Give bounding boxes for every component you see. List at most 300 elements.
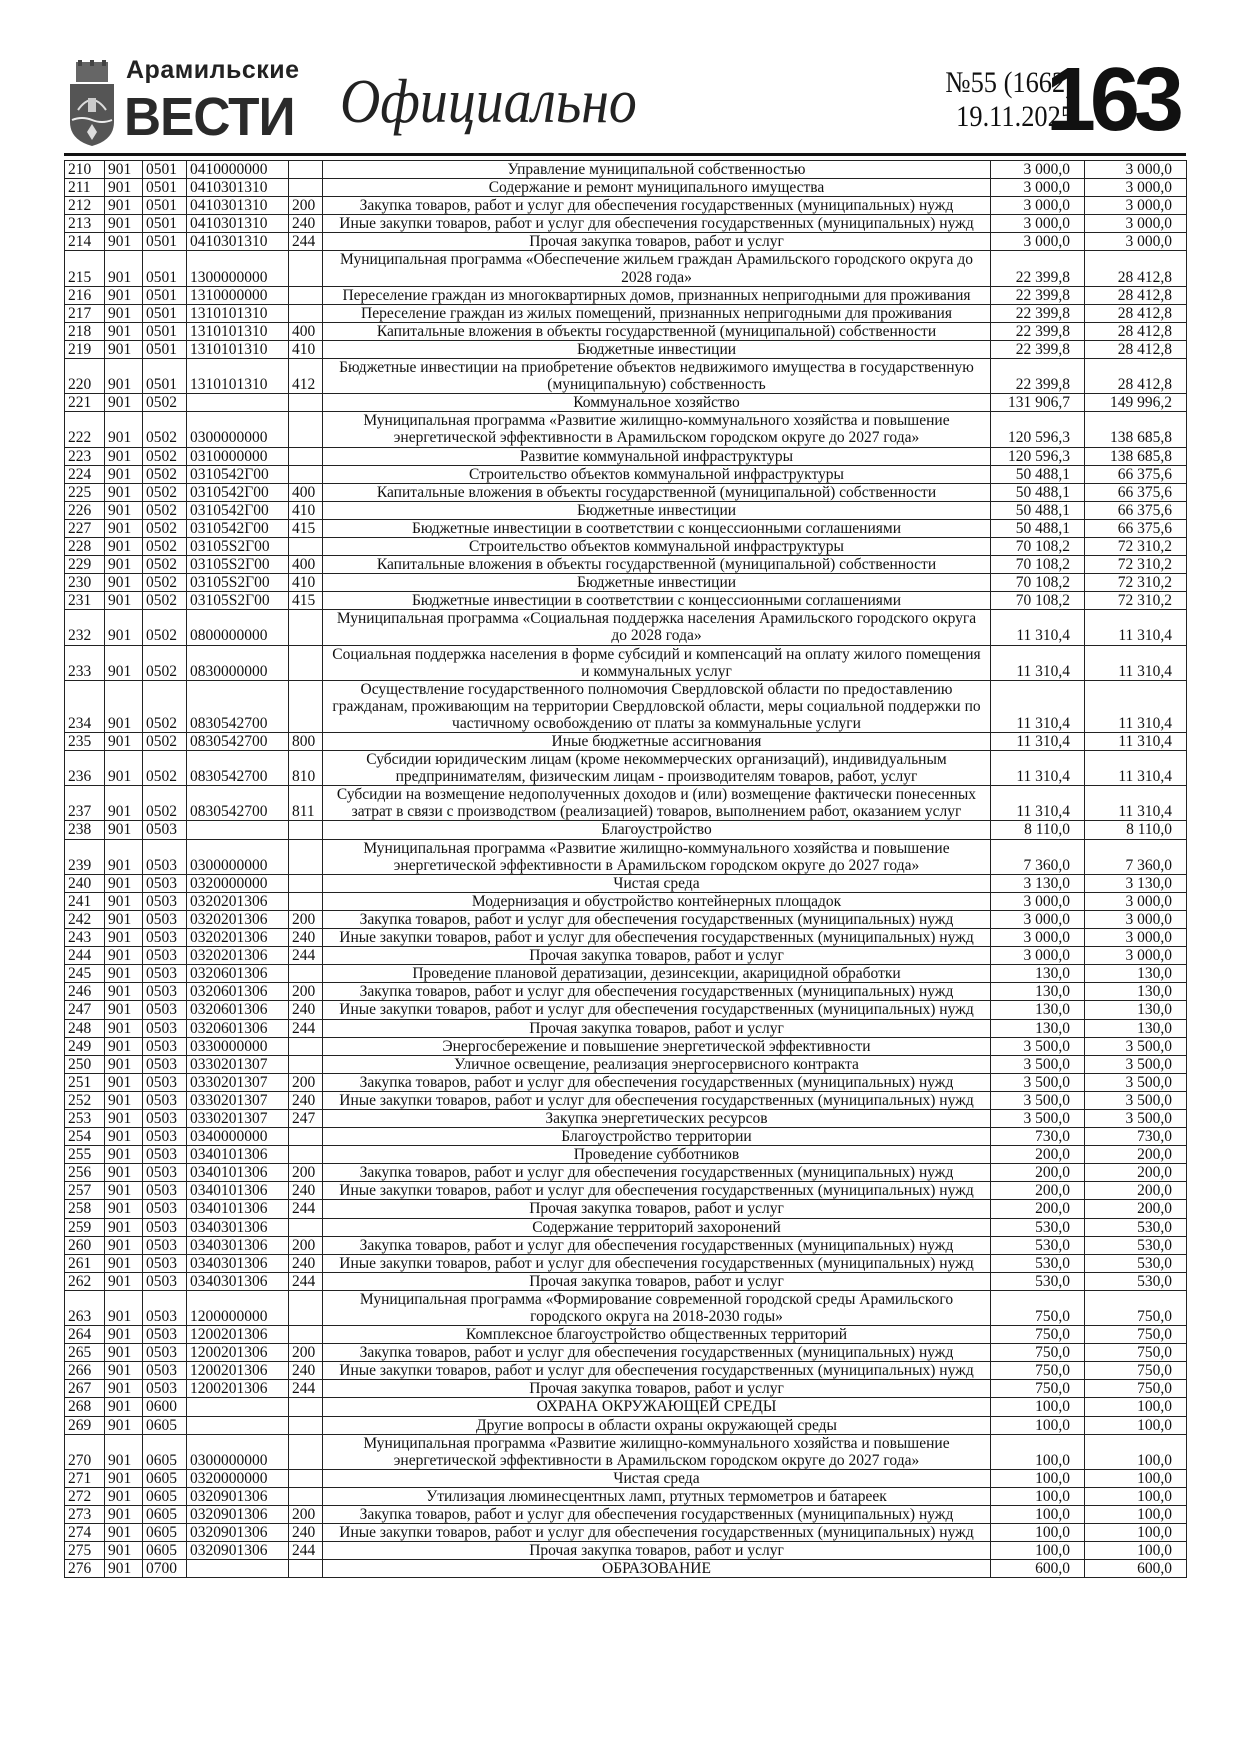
expense-type-code [289,394,323,412]
row-number: 220 [65,359,105,394]
target-article-code: 03105S2Г00 [187,556,289,574]
expense-type-code: 400 [289,483,323,501]
amount-year-1: 3 000,0 [991,179,1085,197]
section-code: 0600 [143,1398,187,1416]
ministry-code: 901 [105,519,143,537]
ministry-code: 901 [105,412,143,447]
amount-year-2: 11 310,4 [1085,610,1187,645]
ministry-code: 901 [105,1560,143,1578]
section-code: 0503 [143,947,187,965]
table-row [65,1055,1187,1073]
section-code: 0503 [143,965,187,983]
ministry-code: 901 [105,947,143,965]
amount-year-1: 750,0 [991,1380,1085,1398]
table-row [65,786,1187,821]
table-row [65,1019,1187,1037]
expense-type-code: 200 [289,197,323,215]
table-row [65,892,1187,910]
amount-year-1: 120 596,3 [991,447,1085,465]
amount-year-1: 130,0 [991,1019,1085,1037]
expense-type-code: 247 [289,1109,323,1127]
target-article-code: 1310101310 [187,340,289,358]
table-row [65,233,1187,251]
ministry-code: 901 [105,1164,143,1182]
amount-year-2: 130,0 [1085,1001,1187,1019]
item-name: Осуществление государственного полномочия Свердловской области по предоставлению гражданам, проживающим на территории Свердловской области, меры социальной поддержки по частичному освобождению от платы за коммунальные услуги [323,680,991,732]
amount-year-1: 22 399,8 [991,359,1085,394]
target-article-code: 0320601306 [187,983,289,1001]
row-number: 265 [65,1344,105,1362]
expense-type-code [289,304,323,322]
issue-number: №55 (1662) [945,66,1074,99]
item-name: Закупка товаров, работ и услуг для обеспечения государственных (муниципальных) нужд [323,197,991,215]
table-row [65,1001,1187,1019]
expense-type-code: 200 [289,910,323,928]
item-name: Содержание территорий захоронений [323,1218,991,1236]
target-article-code: 0340101306 [187,1146,289,1164]
ministry-code: 901 [105,1128,143,1146]
expense-type-code [289,286,323,304]
amount-year-2: 8 110,0 [1085,821,1187,839]
target-article-code: 1200201306 [187,1380,289,1398]
target-article-code: 0320201306 [187,892,289,910]
section-code: 0502 [143,592,187,610]
section-code: 0501 [143,161,187,179]
row-number: 218 [65,322,105,340]
amount-year-2: 3 500,0 [1085,1073,1187,1091]
item-name: Чистая среда [323,1469,991,1487]
amount-year-1: 3 500,0 [991,1073,1085,1091]
amount-year-1: 200,0 [991,1146,1085,1164]
amount-year-1: 3 000,0 [991,233,1085,251]
item-name: ОБРАЗОВАНИЕ [323,1560,991,1578]
amount-year-1: 3 500,0 [991,1055,1085,1073]
target-article-code: 0340301306 [187,1272,289,1290]
row-number: 260 [65,1236,105,1254]
ministry-code: 901 [105,1398,143,1416]
amount-year-1: 11 310,4 [991,751,1085,786]
table-row [65,965,1187,983]
amount-year-2: 200,0 [1085,1182,1187,1200]
expense-type-code [289,1469,323,1487]
item-name: Субсидии на возмещение недополученных доходов и (или) возмещение фактически понесенных затрат в связи с производством (реализацией) товаров, выполнением работ, оказанием услуг [323,786,991,821]
expense-type-code: 240 [289,1091,323,1109]
expense-type-code: 412 [289,359,323,394]
item-name: Закупка товаров, работ и услуг для обеспечения государственных (муниципальных) нужд [323,1506,991,1524]
amount-year-2: 66 375,6 [1085,519,1187,537]
section-code: 0501 [143,197,187,215]
item-name: Управление муниципальной собственностью [323,161,991,179]
row-number: 258 [65,1200,105,1218]
table-row [65,483,1187,501]
expense-type-code: 244 [289,1542,323,1560]
target-article-code: 0800000000 [187,610,289,645]
item-name: Муниципальная программа «Развитие жилищно-коммунального хозяйства и повышение энергетической эффективности в Арамильском городском округе до 2027 года» [323,839,991,874]
expense-type-code [289,1416,323,1434]
amount-year-2: 72 310,2 [1085,574,1187,592]
table-row [65,1146,1187,1164]
amount-year-1: 600,0 [991,1560,1085,1578]
target-article-code: 0330201307 [187,1055,289,1073]
expense-type-code: 240 [289,1001,323,1019]
target-article-code: 0340101306 [187,1182,289,1200]
section-code: 0700 [143,1560,187,1578]
item-name: Закупка товаров, работ и услуг для обеспечения государственных (муниципальных) нужд [323,1236,991,1254]
expense-type-code: 244 [289,1019,323,1037]
ministry-code: 901 [105,359,143,394]
expense-type-code [289,1398,323,1416]
amount-year-2: 130,0 [1085,983,1187,1001]
table-row [65,556,1187,574]
row-number: 235 [65,733,105,751]
amount-year-1: 750,0 [991,1326,1085,1344]
table-row [65,1073,1187,1091]
expense-type-code: 200 [289,983,323,1001]
amount-year-1: 8 110,0 [991,821,1085,839]
ministry-code: 901 [105,1416,143,1434]
row-number: 261 [65,1254,105,1272]
section-code: 0503 [143,1146,187,1164]
section-code: 0502 [143,610,187,645]
table-row [65,322,1187,340]
amount-year-1: 131 906,7 [991,394,1085,412]
ministry-code: 901 [105,556,143,574]
table-row [65,304,1187,322]
item-name: Закупка товаров, работ и услуг для обеспечения государственных (муниципальных) нужд [323,1073,991,1091]
section-code: 0503 [143,874,187,892]
ministry-code: 901 [105,447,143,465]
amount-year-1: 200,0 [991,1164,1085,1182]
amount-year-1: 11 310,4 [991,733,1085,751]
amount-year-1: 100,0 [991,1542,1085,1560]
target-article-code: 0320201306 [187,929,289,947]
row-number: 242 [65,910,105,928]
target-article-code: 0300000000 [187,412,289,447]
expense-type-code [289,1218,323,1236]
ministry-code: 901 [105,874,143,892]
table-row [65,1506,1187,1524]
table-row [65,1416,1187,1434]
row-number: 273 [65,1506,105,1524]
section-code: 0503 [143,1380,187,1398]
amount-year-2: 72 310,2 [1085,537,1187,555]
expense-type-code [289,251,323,286]
section-code: 0503 [143,1073,187,1091]
section-code: 0502 [143,786,187,821]
amount-year-1: 22 399,8 [991,304,1085,322]
amount-year-2: 28 412,8 [1085,340,1187,358]
table-row [65,1487,1187,1505]
expense-type-code: 811 [289,786,323,821]
target-article-code: 1310101310 [187,359,289,394]
target-article-code: 0340301306 [187,1218,289,1236]
ministry-code: 901 [105,839,143,874]
row-number: 270 [65,1434,105,1469]
item-name: Бюджетные инвестиции [323,574,991,592]
amount-year-1: 11 310,4 [991,610,1085,645]
amount-year-1: 11 310,4 [991,680,1085,732]
table-row [65,1524,1187,1542]
row-number: 239 [65,839,105,874]
table-row [65,286,1187,304]
row-number: 248 [65,1019,105,1037]
target-article-code: 0310542Г00 [187,501,289,519]
ministry-code: 901 [105,1326,143,1344]
section-code: 0501 [143,322,187,340]
ministry-code: 901 [105,680,143,732]
amount-year-1: 3 130,0 [991,874,1085,892]
row-number: 249 [65,1037,105,1055]
table-row [65,680,1187,732]
section-code: 0503 [143,1326,187,1344]
row-number: 268 [65,1398,105,1416]
item-name: Развитие коммунальной инфраструктуры [323,447,991,465]
amount-year-2: 3 000,0 [1085,233,1187,251]
item-name: Муниципальная программа «Формирование современной городской среды Арамильского городского округа на 2018-2030 годы» [323,1290,991,1325]
row-number: 276 [65,1560,105,1578]
expense-type-code: 200 [289,1506,323,1524]
target-article-code: 0320201306 [187,910,289,928]
ministry-code: 901 [105,592,143,610]
amount-year-2: 28 412,8 [1085,359,1187,394]
ministry-code: 901 [105,892,143,910]
amount-year-2: 100,0 [1085,1398,1187,1416]
amount-year-2: 3 500,0 [1085,1091,1187,1109]
ministry-code: 901 [105,286,143,304]
ministry-code: 901 [105,1290,143,1325]
item-name: Уличное освещение, реализация энергосервисного контракта [323,1055,991,1073]
amount-year-1: 22 399,8 [991,286,1085,304]
ministry-code: 901 [105,1109,143,1127]
expense-type-code [289,1290,323,1325]
item-name: Проведение плановой дератизации, дезинсекции, акарицидной обработки [323,965,991,983]
ministry-code: 901 [105,1506,143,1524]
amount-year-2: 750,0 [1085,1380,1187,1398]
amount-year-2: 149 996,2 [1085,394,1187,412]
item-name: Благоустройство территории [323,1128,991,1146]
item-name: Чистая среда [323,874,991,892]
ministry-code: 901 [105,1254,143,1272]
ministry-code: 901 [105,1001,143,1019]
section-code: 0501 [143,215,187,233]
budget-table [64,160,1187,1578]
amount-year-1: 3 500,0 [991,1091,1085,1109]
table-row [65,1037,1187,1055]
target-article-code: 0830542700 [187,680,289,732]
target-article-code: 1310101310 [187,304,289,322]
section-code: 0502 [143,680,187,732]
section-code: 0503 [143,910,187,928]
amount-year-2: 7 360,0 [1085,839,1187,874]
target-article-code: 0830542700 [187,786,289,821]
table-row [65,1164,1187,1182]
target-article-code: 0830542700 [187,751,289,786]
section-code: 0503 [143,1037,187,1055]
expense-type-code: 244 [289,233,323,251]
table-row [65,1182,1187,1200]
table-row [65,983,1187,1001]
row-number: 256 [65,1164,105,1182]
target-article-code [187,1416,289,1434]
expense-type-code [289,447,323,465]
item-name: Переселение граждан из многоквартирных домов, признанных непригодными для проживания [323,286,991,304]
section-code: 0503 [143,1091,187,1109]
row-number: 216 [65,286,105,304]
section-code: 0502 [143,519,187,537]
amount-year-2: 3 000,0 [1085,179,1187,197]
ministry-code: 901 [105,1524,143,1542]
section-code: 0502 [143,501,187,519]
amount-year-2: 138 685,8 [1085,412,1187,447]
target-article-code: 1310101310 [187,322,289,340]
table-row [65,1272,1187,1290]
row-number: 244 [65,947,105,965]
amount-year-1: 100,0 [991,1506,1085,1524]
table-row [65,751,1187,786]
amount-year-1: 100,0 [991,1398,1085,1416]
amount-year-2: 3 000,0 [1085,929,1187,947]
amount-year-2: 11 310,4 [1085,680,1187,732]
row-number: 271 [65,1469,105,1487]
amount-year-1: 130,0 [991,1001,1085,1019]
amount-year-1: 530,0 [991,1254,1085,1272]
amount-year-1: 750,0 [991,1344,1085,1362]
amount-year-1: 530,0 [991,1236,1085,1254]
amount-year-1: 100,0 [991,1416,1085,1434]
table-row [65,1434,1187,1469]
item-name: Переселение граждан из жилых помещений, признанных непригодными для проживания [323,304,991,322]
row-number: 240 [65,874,105,892]
amount-year-1: 50 488,1 [991,501,1085,519]
section-code: 0503 [143,1344,187,1362]
ministry-code: 901 [105,233,143,251]
row-number: 269 [65,1416,105,1434]
section-code: 0605 [143,1542,187,1560]
amount-year-2: 66 375,6 [1085,501,1187,519]
target-article-code: 0410301310 [187,179,289,197]
target-article-code: 1200000000 [187,1290,289,1325]
expense-type-code: 240 [289,929,323,947]
amount-year-2: 66 375,6 [1085,483,1187,501]
section-code: 0501 [143,233,187,251]
amount-year-2: 750,0 [1085,1362,1187,1380]
section-code: 0605 [143,1487,187,1505]
ministry-code: 901 [105,645,143,680]
newspaper-name-top: Арамильские [126,56,300,84]
item-name: Прочая закупка товаров, работ и услуг [323,1542,991,1560]
amount-year-2: 730,0 [1085,1128,1187,1146]
amount-year-1: 200,0 [991,1200,1085,1218]
amount-year-1: 100,0 [991,1434,1085,1469]
row-number: 229 [65,556,105,574]
row-number: 254 [65,1128,105,1146]
table-row [65,537,1187,555]
amount-year-2: 100,0 [1085,1434,1187,1469]
table-row [65,1128,1187,1146]
row-number: 211 [65,179,105,197]
table-row [65,359,1187,394]
amount-year-1: 70 108,2 [991,537,1085,555]
ministry-code: 901 [105,574,143,592]
target-article-code: 0310542Г00 [187,465,289,483]
amount-year-1: 3 000,0 [991,197,1085,215]
row-number: 243 [65,929,105,947]
item-name: Проведение субботников [323,1146,991,1164]
target-article-code: 0310000000 [187,447,289,465]
row-number: 253 [65,1109,105,1127]
amount-year-1: 100,0 [991,1524,1085,1542]
amount-year-1: 3 000,0 [991,929,1085,947]
expense-type-code: 415 [289,592,323,610]
table-row [65,447,1187,465]
amount-year-1: 70 108,2 [991,592,1085,610]
item-name: Бюджетные инвестиции в соответствии с концессионными соглашениями [323,519,991,537]
row-number: 264 [65,1326,105,1344]
expense-type-code [289,412,323,447]
table-row [65,1542,1187,1560]
target-article-code: 1200201306 [187,1326,289,1344]
amount-year-2: 138 685,8 [1085,447,1187,465]
table-row [65,947,1187,965]
ministry-code: 901 [105,1146,143,1164]
section-code: 0502 [143,751,187,786]
amount-year-2: 11 310,4 [1085,751,1187,786]
ministry-code: 901 [105,983,143,1001]
ministry-code: 901 [105,215,143,233]
amount-year-2: 750,0 [1085,1326,1187,1344]
amount-year-1: 11 310,4 [991,645,1085,680]
amount-year-2: 3 500,0 [1085,1037,1187,1055]
expense-type-code: 240 [289,1524,323,1542]
amount-year-2: 100,0 [1085,1416,1187,1434]
target-article-code: 03105S2Г00 [187,574,289,592]
amount-year-1: 100,0 [991,1487,1085,1505]
amount-year-2: 3 000,0 [1085,197,1187,215]
ministry-code: 901 [105,1218,143,1236]
row-number: 212 [65,197,105,215]
amount-year-1: 3 000,0 [991,215,1085,233]
ministry-code: 901 [105,1200,143,1218]
amount-year-2: 11 310,4 [1085,733,1187,751]
row-number: 224 [65,465,105,483]
expense-type-code: 200 [289,1073,323,1091]
amount-year-1: 730,0 [991,1128,1085,1146]
target-article-code: 0410301310 [187,233,289,251]
item-name: Закупка товаров, работ и услуг для обеспечения государственных (муниципальных) нужд [323,983,991,1001]
expense-type-code [289,874,323,892]
item-name: Утилизация люминесцентных ламп, ртутных термометров и батареек [323,1487,991,1505]
item-name: Муниципальная программа «Развитие жилищно-коммунального хозяйства и повышение энергетической эффективности в Арамильском городском округе до 2027 года» [323,1434,991,1469]
amount-year-1: 11 310,4 [991,786,1085,821]
target-article-code: 0320601306 [187,1001,289,1019]
amount-year-1: 70 108,2 [991,574,1085,592]
target-article-code [187,1560,289,1578]
ministry-code: 901 [105,821,143,839]
table-row [65,1326,1187,1344]
section-code: 0605 [143,1469,187,1487]
section-code: 0503 [143,892,187,910]
expense-type-code [289,892,323,910]
amount-year-2: 530,0 [1085,1272,1187,1290]
row-number: 213 [65,215,105,233]
row-number: 263 [65,1290,105,1325]
ministry-code: 901 [105,1434,143,1469]
row-number: 255 [65,1146,105,1164]
row-number: 214 [65,233,105,251]
section-code: 0503 [143,839,187,874]
target-article-code: 0320901306 [187,1487,289,1505]
issue-date: 19.11.2025 [956,100,1074,133]
